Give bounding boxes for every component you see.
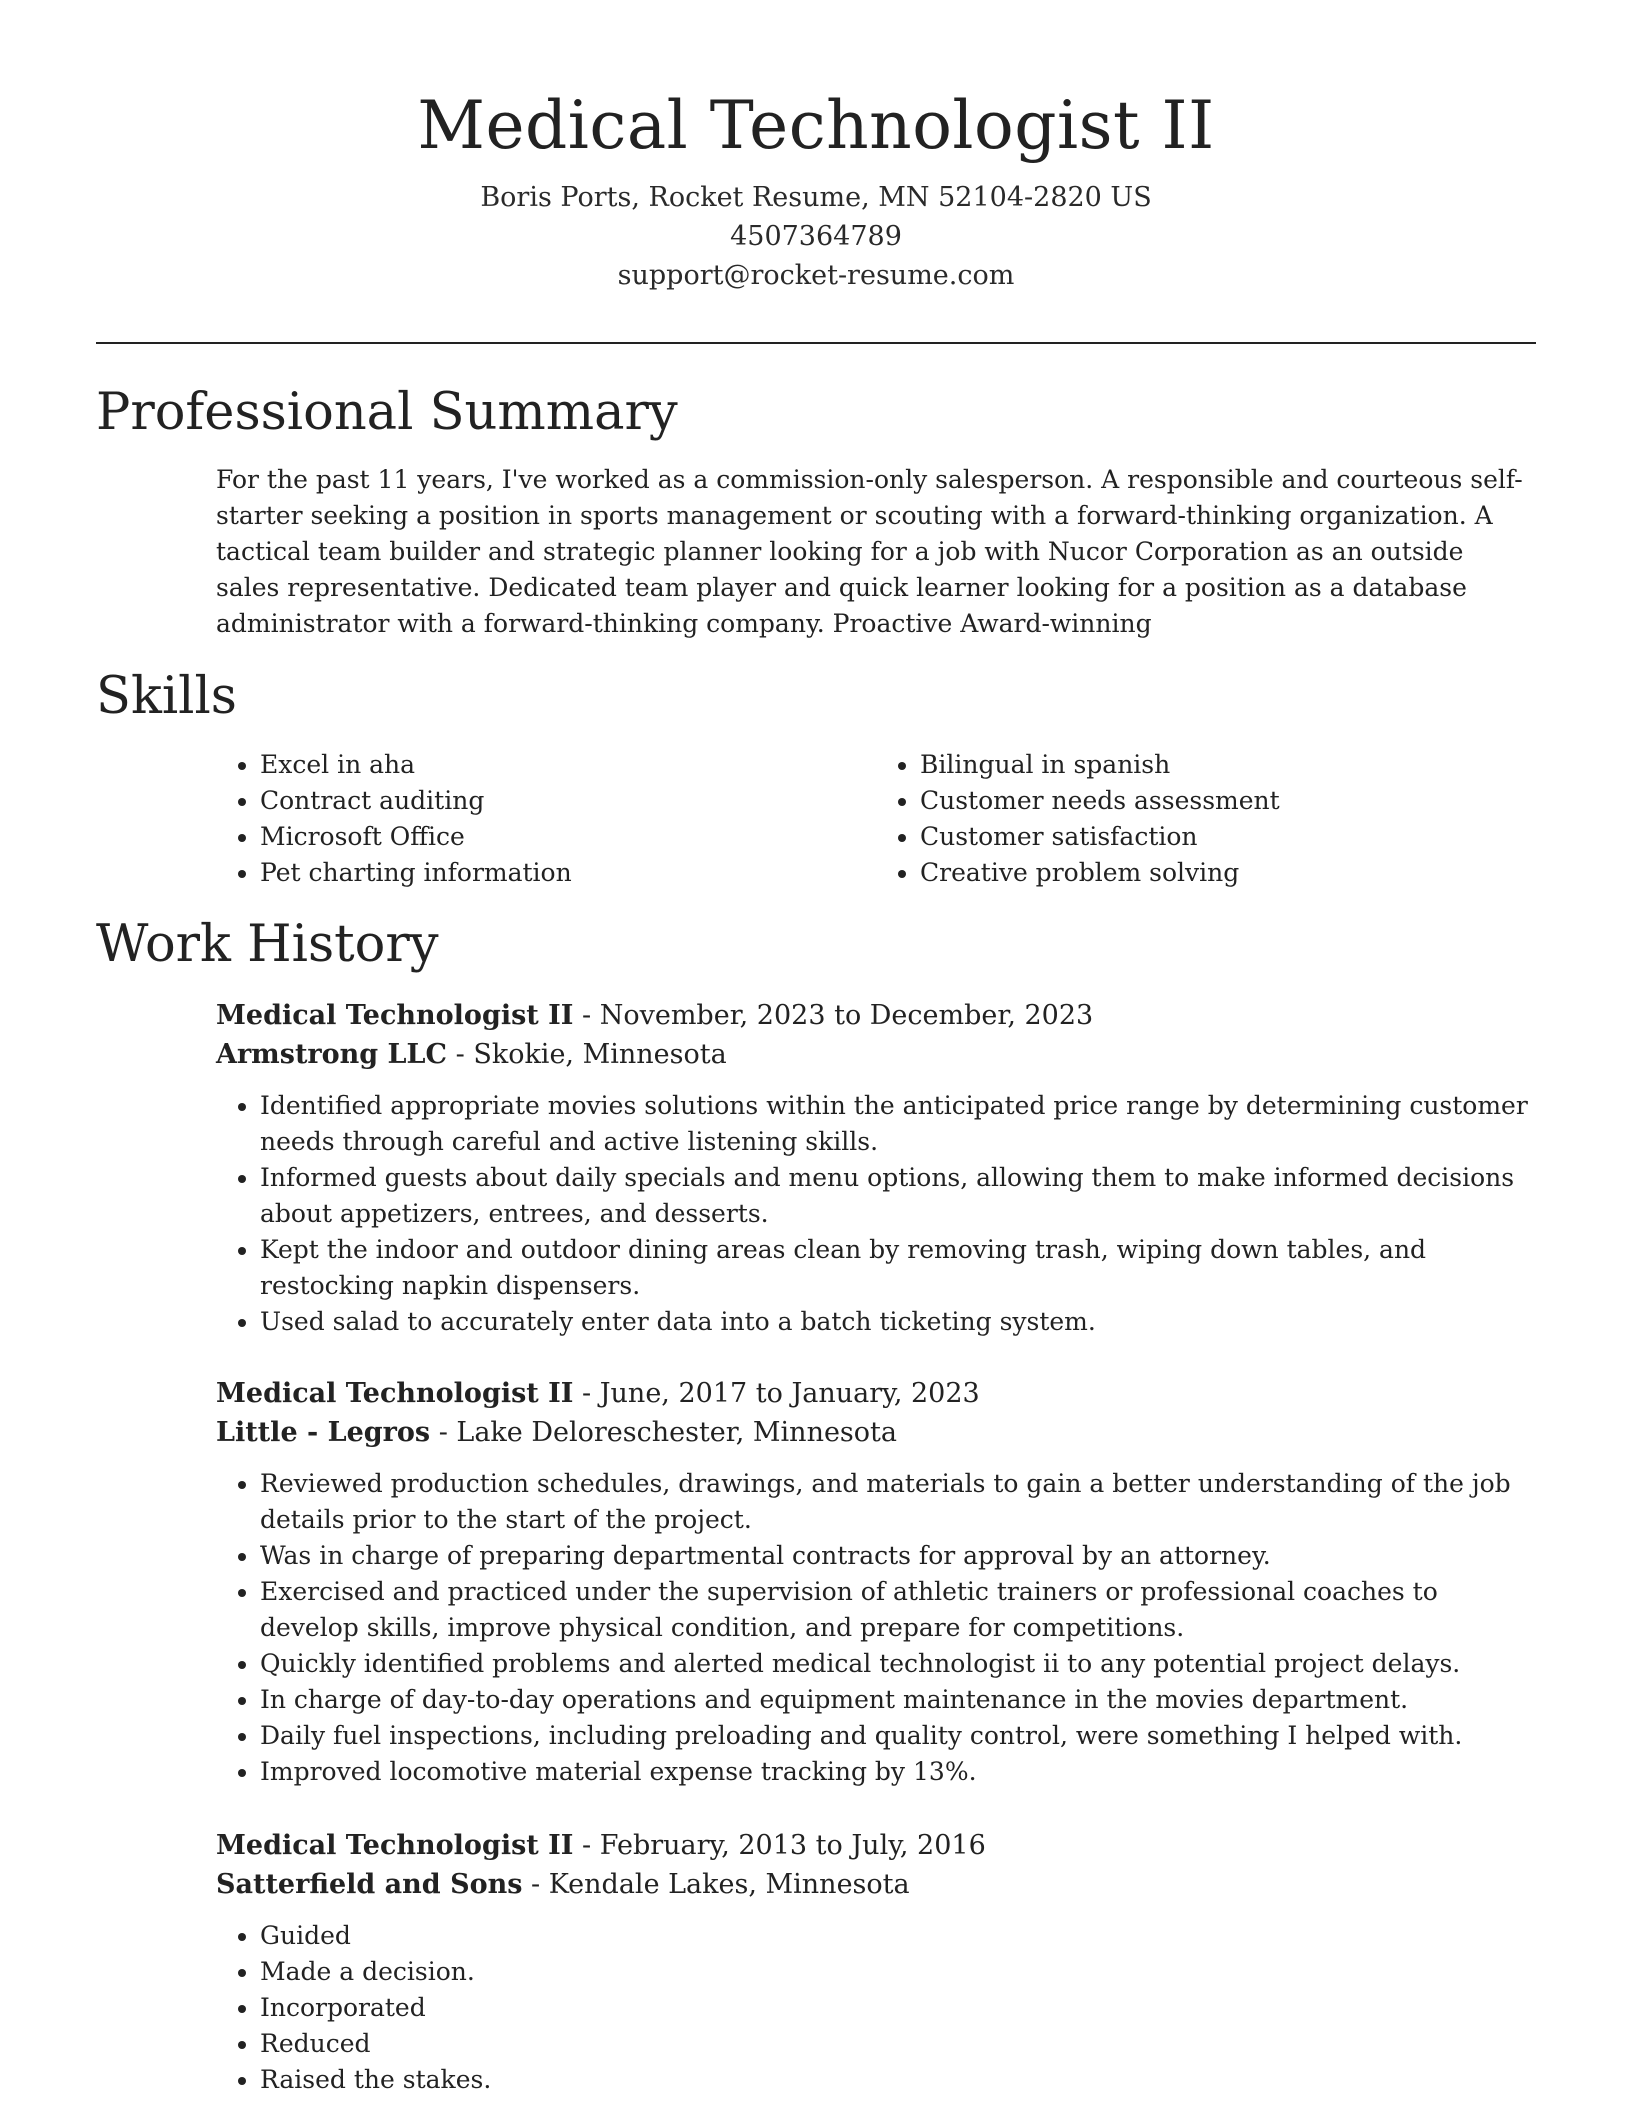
skill-item: • Excel in aha	[260, 747, 876, 783]
skill-item: • Customer satisfaction	[920, 819, 1536, 855]
summary-heading: Professional Summary	[96, 383, 678, 442]
skill-item: • Microsoft Office	[260, 819, 876, 855]
job-bullet: • Improved locomotive material expense tracking by 13%.	[260, 1754, 1536, 1790]
job-bullets	[216, 1466, 1536, 1790]
skills-list	[216, 747, 1536, 891]
job-entry	[216, 1826, 1536, 2098]
job-bullet: • Exercised and practiced under the supervision of athletic trainers or professional coaches to develop skills, improve physical condition, and prepare for competitions.	[260, 1574, 1536, 1646]
job-role: Medical Technologist II	[216, 1378, 574, 1409]
skill-item: • Creative problem solving	[920, 855, 1536, 891]
job-company: Little - Legros	[216, 1417, 431, 1448]
skill-item: • Bilingual in spanish	[920, 747, 1536, 783]
contact-email: support@rocket-resume.com	[617, 260, 1015, 291]
job-dates: - February, 2013 to July, 2016	[582, 1830, 986, 1861]
skills-column-right	[876, 747, 1536, 891]
skill-item: • Pet charting information	[260, 855, 876, 891]
job-dates: - November, 2023 to December, 2023	[582, 1000, 1094, 1031]
job-role: Medical Technologist II	[216, 1830, 574, 1861]
resume-header	[0, 78, 1632, 295]
job-bullet: • Reviewed production schedules, drawings, and materials to gain a better understanding of the job details prior to the start of the project.	[260, 1466, 1536, 1538]
job-company-line	[216, 1865, 1536, 1904]
skill-item: • Contract auditing	[260, 783, 876, 819]
resume-title: Medical Technologist II	[417, 87, 1215, 164]
job-bullet: • Kept the indoor and outdoor dining areas clean by removing trash, wiping down tables, and restocking napkin dispensers.	[260, 1232, 1536, 1304]
job-bullet: • Daily fuel inspections, including preloading and quality control, were something I helped with.	[260, 1718, 1536, 1754]
job-company-line	[216, 1413, 1536, 1452]
header-divider	[96, 342, 1536, 344]
job-bullet: • Quickly identified problems and alerted medical technologist ii to any potential project delays.	[260, 1646, 1536, 1682]
job-location: - Skokie, Minnesota	[455, 1039, 727, 1070]
summary-text: For the past 11 years, I've worked as a commission-only salesperson. A responsible and courteous self-starter seeking a position in sports management or scouting with a forward-thinking organization. A tactical team builder and strategic planner looking for a job with Nucor Corporation as an outside sales representative. Dedicated team player and quick learner looking for a position as a database administrator with a forward-thinking company. Proactive Award-winning	[216, 465, 1523, 638]
job-company-line	[216, 1035, 1536, 1074]
job-entry	[216, 1374, 1536, 1790]
job-company: Satterfield and Sons	[216, 1869, 523, 1900]
job-dates: - June, 2017 to January, 2023	[582, 1378, 980, 1409]
job-title-line	[216, 1826, 1536, 1865]
job-title-line	[216, 996, 1536, 1035]
job-title-line	[216, 1374, 1536, 1413]
job-bullets	[216, 1088, 1536, 1340]
job-bullet: • Incorporated	[260, 1990, 1536, 2026]
contact-block	[0, 178, 1632, 295]
job-bullet: • Was in charge of preparing departmental contracts for approval by an attorney.	[260, 1538, 1536, 1574]
job-bullet: • Raised the stakes.	[260, 2062, 1536, 2098]
job-bullet: • Made a decision.	[260, 1954, 1536, 1990]
job-bullet: • Guided	[260, 1918, 1536, 1954]
skills-heading: Skills	[96, 667, 237, 726]
job-bullet: • In charge of day-to-day operations and equipment maintenance in the movies department.	[260, 1682, 1536, 1718]
contact-address: Boris Ports, Rocket Resume, MN 52104-2820 US	[480, 182, 1152, 213]
job-location: - Kendale Lakes, Minnesota	[531, 1869, 910, 1900]
job-role: Medical Technologist II	[216, 1000, 574, 1031]
job-bullet: • Reduced	[260, 2026, 1536, 2062]
job-bullet: • Identified appropriate movies solutions within the anticipated price range by determining customer needs through careful and active listening skills.	[260, 1088, 1536, 1160]
job-bullet: • Used salad to accurately enter data into a batch ticketing system.	[260, 1304, 1536, 1340]
job-bullet: • Informed guests about daily specials and menu options, allowing them to make informed decisions about appetizers, entrees, and desserts.	[260, 1160, 1536, 1232]
skills-column-left	[216, 747, 876, 891]
job-entry	[216, 996, 1536, 1340]
contact-phone: 4507364789	[730, 221, 902, 252]
work-history-heading: Work History	[96, 915, 439, 974]
job-bullets	[216, 1918, 1536, 2098]
job-location: - Lake Deloreschester, Minnesota	[438, 1417, 897, 1448]
job-company: Armstrong LLC	[216, 1039, 448, 1070]
skill-item: • Customer needs assessment	[920, 783, 1536, 819]
